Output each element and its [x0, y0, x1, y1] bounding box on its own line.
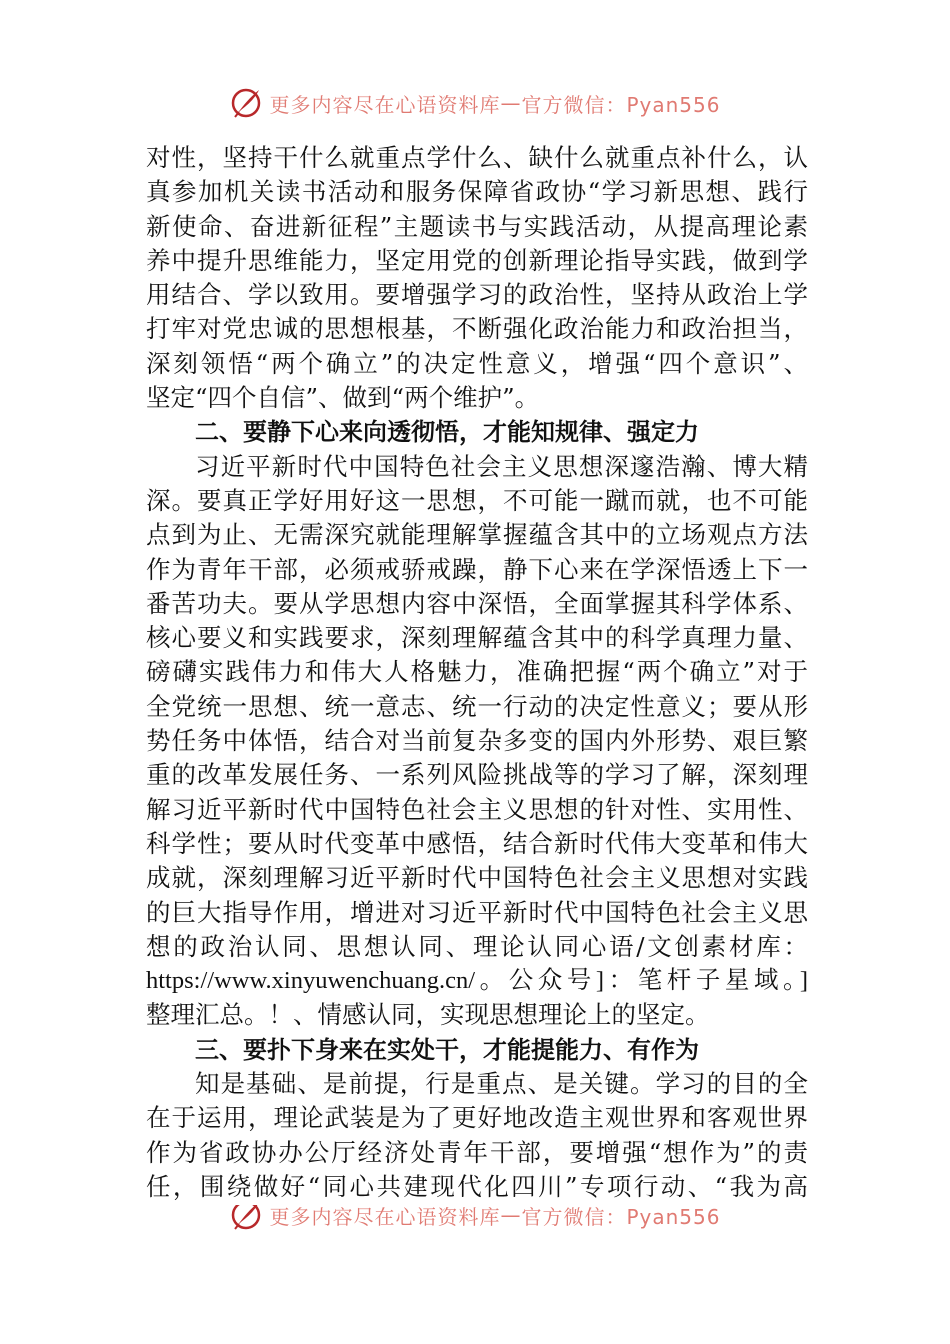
body-line: 点到为止、无需深究就能理解掌握蕴含其中的立场观点方法 [146, 520, 808, 550]
quill-logo-icon [229, 1205, 263, 1232]
body-line: 成就，深刻理解习近平新时代中国特色社会主义思想对实践 [146, 863, 808, 893]
body-line: 重的改革发展任务、一系列风险挑战等的学习了解，深刻理 [146, 760, 808, 790]
body-line: 作为青年干部，必须戒骄戒躁，静下心来在学深悟透上下一 [146, 554, 808, 584]
document-body [146, 141, 808, 1204]
body-line: 的巨大指导作用，增进对习近平新时代中国特色社会主义思 [146, 897, 808, 927]
body-line: 整理汇总。！、情感认同，实现思想理论上的坚定。 [146, 1000, 710, 1030]
body-line: 真参加机关读书活动和服务保障省政协“学习新思想、践行 [146, 177, 808, 207]
watermark-wechat: 官方微信：Pyan556 [521, 92, 721, 117]
body-line: 养中提升思维能力，坚定用党的创新理论指导实践，做到学 [146, 245, 808, 275]
body-line: 磅礴实践伟力和伟大人格魅力，准确把握“两个确立”对于 [146, 657, 808, 687]
watermark-header [0, 83, 950, 123]
body-line: 对性，坚持干什么就重点学什么、缺什么就重点补什么，认 [146, 143, 808, 172]
watermark-brand: 更多内容尽在心语资料库 [269, 1205, 501, 1229]
watermark-footer [0, 1205, 950, 1241]
body-line: 任，围绕做好“同心共建现代化四川”专项行动、“我为高 [146, 1171, 808, 1201]
watermark-wechat: 官方微信：Pyan556 [521, 1205, 721, 1229]
body-line: 想的政治认同、思想认同、理论认同心语/文创素材库： [146, 931, 808, 961]
body-line: 势任务中体悟，结合对当前复杂多变的国内外形势、艰巨繁 [146, 726, 808, 756]
body-line: 番苦功夫。要从学思想内容中深悟，全面掌握其科学体系、 [146, 588, 808, 618]
section-heading-2: 二、要静下心来向透彻悟，才能知规律、强定力 [195, 418, 699, 447]
body-line: 在于运用，理论武装是为了更好地改造主观世界和客观世界 [146, 1103, 808, 1133]
body-line: 全党统一思想、统一意志、统一行动的决定性意义；要从形 [146, 691, 808, 721]
watermark-brand: 更多内容尽在心语资料库 [269, 92, 501, 117]
body-line: 深刻领悟“两个确立”的决定性意义，增强“四个意识”、 [146, 348, 808, 378]
body-line: 核心要义和实践要求，深刻理解蕴含其中的科学真理力量、 [146, 623, 808, 653]
body-line: 知是基础、是前提，行是重点、是关键。学习的目的全 [195, 1069, 808, 1099]
body-line: 新使命、奋进新征程”主题读书与实践活动，从提高理论素 [146, 211, 808, 241]
body-line: 作为省政协办公厅经济处青年干部，要增强“想作为”的责 [146, 1137, 808, 1167]
body-line-url: https://www.xinyuwenchuang.cn/。公众号]：笔杆子星域。] [146, 967, 808, 995]
body-line: 坚定“四个自信”、做到“两个维护”。 [146, 383, 540, 413]
body-line: 深。要真正学好用好这一思想，不可能一蹴而就，也不可能 [146, 485, 808, 515]
watermark-separator: — [500, 91, 522, 115]
body-line: 习近平新时代中国特色社会主义思想深邃浩瀚、博大精 [195, 451, 808, 481]
body-line: 打牢对党忠诚的思想根基，不断强化政治能力和政治担当， [146, 314, 808, 344]
body-line: 解习近平新时代中国特色社会主义思想的针对性、实用性、 [146, 794, 808, 824]
quill-logo-icon [229, 86, 263, 120]
section-heading-3: 三、要扑下身来在实处干，才能提能力、有作为 [195, 1035, 699, 1064]
body-line: 科学性；要从时代变革中感悟，结合新时代伟大变革和伟大 [146, 828, 808, 858]
watermark-separator: — [500, 1205, 522, 1227]
body-line: 用结合、学以致用。要增强学习的政治性，坚持从政治上学 [146, 280, 808, 310]
